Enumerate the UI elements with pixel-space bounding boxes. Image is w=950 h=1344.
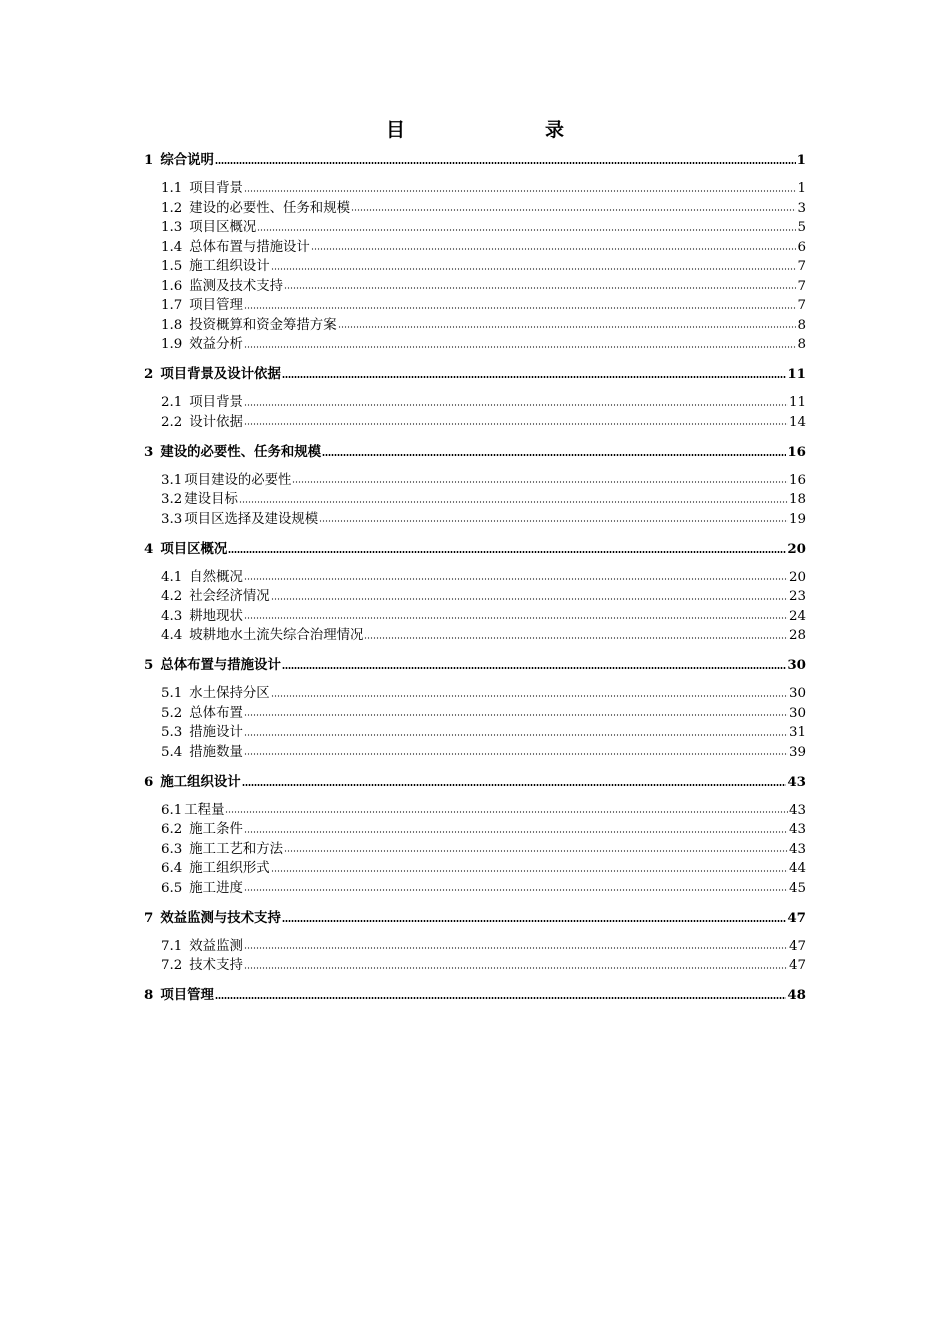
dot-leader	[244, 889, 788, 891]
dot-leader	[244, 714, 788, 716]
dot-leader	[282, 667, 787, 669]
section-number: 5.4	[161, 744, 183, 760]
page-number: 8	[797, 317, 806, 333]
dot-leader	[244, 307, 797, 309]
dot-leader	[244, 423, 788, 425]
toc-section-1-2[interactable]	[144, 199, 806, 219]
section-number: 1.6	[161, 278, 183, 294]
section-title: 施工组织形式	[189, 861, 270, 876]
toc-chapter-3[interactable]	[144, 442, 806, 463]
dot-leader	[225, 811, 787, 813]
page-number: 23	[788, 589, 806, 604]
page-number: 11	[788, 395, 806, 410]
toc-section-1-3[interactable]	[144, 218, 806, 238]
dot-leader	[282, 376, 787, 378]
chapter-title: 项目区概况	[160, 540, 228, 557]
chapter-title: 项目背景及设计依据	[160, 366, 281, 382]
dot-leader	[282, 920, 787, 922]
section-number: 2.1	[161, 395, 183, 410]
toc-chapter-7[interactable]	[144, 908, 806, 929]
dot-leader	[284, 287, 796, 289]
chapter-number: 8	[144, 987, 154, 1003]
section-title: 坡耕地水土流失综合治理情况	[189, 628, 364, 643]
toc-chapter-1[interactable]	[144, 150, 806, 171]
dot-leader	[244, 404, 788, 406]
page-number: 6	[797, 239, 806, 255]
section-number: 6.4	[161, 861, 183, 876]
toc-section-3-3[interactable]	[144, 510, 806, 530]
page-number: 47	[787, 909, 806, 926]
section-title: 项目区概况	[189, 220, 257, 235]
page-number: 20	[787, 540, 806, 557]
page-number: 30	[788, 686, 806, 701]
section-number: 3.1	[161, 472, 183, 488]
dot-leader	[271, 598, 788, 600]
section-number: 4.3	[161, 608, 183, 624]
page-number: 8	[797, 337, 806, 352]
dot-leader	[244, 346, 797, 348]
section-number: 1.3	[161, 220, 183, 235]
chapter-number: 5	[144, 657, 154, 673]
toc-section-3-2[interactable]	[144, 490, 806, 510]
page-number: 48	[787, 987, 806, 1003]
dot-leader	[319, 520, 788, 522]
toc-chapter-2[interactable]	[144, 364, 806, 385]
section-title: 工程量	[184, 802, 225, 818]
page-number: 43	[788, 841, 806, 857]
toc-section-6-4[interactable]	[144, 859, 806, 879]
dot-leader	[244, 947, 788, 949]
dot-leader	[244, 734, 788, 736]
section-number: 7.2	[161, 958, 183, 973]
toc-section-4-4[interactable]	[144, 626, 806, 646]
dot-leader	[322, 454, 786, 456]
dot-leader	[215, 162, 796, 164]
section-number: 1.4	[161, 239, 183, 255]
toc-section-3-1[interactable]	[144, 471, 806, 491]
toc-section-1-9[interactable]	[144, 335, 806, 355]
page-number: 14	[788, 414, 806, 430]
dot-leader	[228, 551, 786, 553]
section-number: 6.3	[161, 841, 183, 857]
toc-section-6-1[interactable]	[144, 801, 806, 821]
toc-chapter-6[interactable]	[144, 772, 806, 793]
page-number: 43	[788, 802, 806, 818]
chapter-number: 4	[144, 540, 154, 557]
dot-leader	[351, 209, 796, 211]
chapter-title: 建设的必要性、任务和规模	[160, 443, 322, 460]
toc-section-5-3[interactable]	[144, 723, 806, 743]
page-number: 30	[787, 657, 806, 673]
toc-section-1-8[interactable]	[144, 316, 806, 336]
page-number: 28	[788, 628, 806, 643]
dot-leader	[242, 784, 787, 786]
section-number: 5.3	[161, 725, 183, 740]
dot-leader	[311, 248, 797, 250]
toc-section-5-2[interactable]	[144, 704, 806, 724]
page-number: 44	[788, 861, 806, 876]
section-number: 2.2	[161, 414, 183, 430]
page-number: 47	[788, 938, 806, 954]
toc-section-1-4[interactable]	[144, 238, 806, 258]
toc-chapter-8[interactable]	[144, 985, 806, 1006]
chapter-title: 综合说明	[160, 152, 214, 168]
toc-section-2-1[interactable]	[144, 393, 806, 413]
section-title: 投资概算和资金筹措方案	[189, 317, 337, 333]
dot-leader	[271, 870, 788, 872]
page-number: 3	[797, 200, 806, 216]
section-title: 施工进度	[189, 880, 243, 896]
table-of-contents	[144, 150, 806, 1014]
page-number: 43	[787, 773, 806, 790]
section-title: 项目建设的必要性	[184, 472, 292, 488]
section-title: 总体布置	[189, 705, 243, 721]
toc-section-5-4[interactable]	[144, 743, 806, 763]
page-number: 30	[788, 705, 806, 721]
toc-section-6-3[interactable]	[144, 840, 806, 860]
chapter-title: 施工组织设计	[160, 773, 241, 790]
toc-section-7-1[interactable]	[144, 937, 806, 957]
chapter-title: 总体布置与措施设计	[160, 657, 281, 673]
toc-section-2-2[interactable]	[144, 413, 806, 433]
toc-section-1-5[interactable]	[144, 257, 806, 277]
page-number: 45	[788, 880, 806, 896]
page-number: 1	[796, 152, 806, 168]
page-number: 16	[787, 443, 806, 460]
toc-section-4-3[interactable]	[144, 607, 806, 627]
dot-leader	[292, 481, 788, 483]
page-number: 11	[787, 366, 806, 382]
dot-leader	[215, 997, 786, 999]
dot-leader	[244, 617, 788, 619]
page-number: 16	[788, 472, 806, 488]
section-title: 耕地现状	[189, 608, 243, 624]
toc-section-6-2[interactable]	[144, 820, 806, 840]
dot-leader	[257, 229, 796, 231]
chapter-number: 1	[144, 152, 154, 168]
section-number: 6.2	[161, 822, 183, 837]
chapter-title: 项目管理	[160, 987, 214, 1003]
section-title: 施工条件	[189, 822, 243, 837]
chapter-number: 2	[144, 366, 154, 382]
section-title: 建设目标	[184, 492, 238, 507]
toc-section-1-6[interactable]	[144, 277, 806, 297]
page-number: 7	[797, 298, 806, 313]
section-number: 7.1	[161, 938, 183, 954]
dot-leader	[338, 326, 797, 328]
page-number: 47	[788, 958, 806, 973]
dot-leader	[244, 578, 788, 580]
chapter-number: 7	[144, 909, 154, 926]
dot-leader	[244, 967, 788, 969]
toc-section-1-7[interactable]	[144, 296, 806, 316]
page-number: 24	[788, 608, 806, 624]
toc-section-5-1[interactable]	[144, 684, 806, 704]
section-number: 1.5	[161, 259, 183, 274]
toc-section-1-1[interactable]	[144, 179, 806, 199]
section-number: 1.9	[161, 337, 183, 352]
toc-section-7-2[interactable]	[144, 956, 806, 976]
section-number: 1.7	[161, 298, 183, 313]
section-title: 监测及技术支持	[189, 278, 284, 294]
section-title: 水土保持分区	[189, 686, 270, 701]
section-number: 5.1	[161, 686, 183, 701]
section-number: 4.1	[161, 569, 183, 585]
page-number: 7	[797, 259, 806, 274]
section-title: 施工工艺和方法	[189, 841, 284, 857]
toc-chapter-4[interactable]	[144, 539, 806, 560]
page-number: 7	[797, 278, 806, 294]
page-number: 31	[788, 725, 806, 740]
dot-leader	[244, 190, 797, 192]
page-number: 5	[797, 220, 806, 235]
section-title: 施工组织设计	[189, 259, 270, 274]
toc-section-6-5[interactable]	[144, 879, 806, 899]
section-title: 项目管理	[189, 298, 243, 313]
section-title: 设计依据	[189, 414, 243, 430]
dot-leader	[244, 831, 788, 833]
toc-chapter-5[interactable]	[144, 655, 806, 676]
chapter-number: 6	[144, 773, 154, 790]
section-title: 总体布置与措施设计	[189, 239, 310, 255]
section-title: 建设的必要性、任务和规模	[189, 200, 350, 216]
dot-leader	[284, 850, 788, 852]
section-number: 5.2	[161, 705, 183, 721]
section-number: 3.2	[161, 492, 183, 507]
page-number: 1	[797, 181, 806, 196]
section-number: 6.5	[161, 880, 183, 896]
dot-leader	[244, 753, 788, 755]
page-title: 目 录	[385, 119, 598, 141]
section-title: 项目背景	[189, 181, 243, 196]
section-number: 6.1	[161, 802, 183, 818]
page-number: 19	[788, 511, 806, 527]
dot-leader	[271, 695, 788, 697]
dot-leader	[271, 268, 797, 270]
section-title: 效益监测	[189, 938, 243, 954]
section-title: 社会经济情况	[189, 589, 270, 604]
page-number: 20	[788, 569, 806, 585]
section-title: 技术支持	[189, 958, 243, 973]
section-title: 措施设计	[189, 725, 243, 740]
dot-leader	[239, 501, 788, 503]
section-title: 效益分析	[189, 337, 243, 352]
page-number: 43	[788, 822, 806, 837]
page-number: 39	[788, 744, 806, 760]
section-number: 4.2	[161, 589, 183, 604]
section-number: 4.4	[161, 628, 183, 643]
page-number: 18	[788, 492, 806, 507]
section-number: 1.2	[161, 200, 183, 216]
section-number: 1.1	[161, 181, 183, 196]
section-title: 项目区选择及建设规模	[184, 511, 319, 527]
section-number: 3.3	[161, 511, 183, 527]
toc-section-4-2[interactable]	[144, 587, 806, 607]
toc-section-4-1[interactable]	[144, 568, 806, 588]
dot-leader	[364, 637, 788, 639]
section-title: 措施数量	[189, 744, 243, 760]
section-number: 1.8	[161, 317, 183, 333]
section-title: 自然概况	[189, 569, 243, 585]
section-title: 项目背景	[189, 395, 243, 410]
chapter-title: 效益监测与技术支持	[160, 909, 281, 926]
chapter-number: 3	[144, 443, 154, 460]
